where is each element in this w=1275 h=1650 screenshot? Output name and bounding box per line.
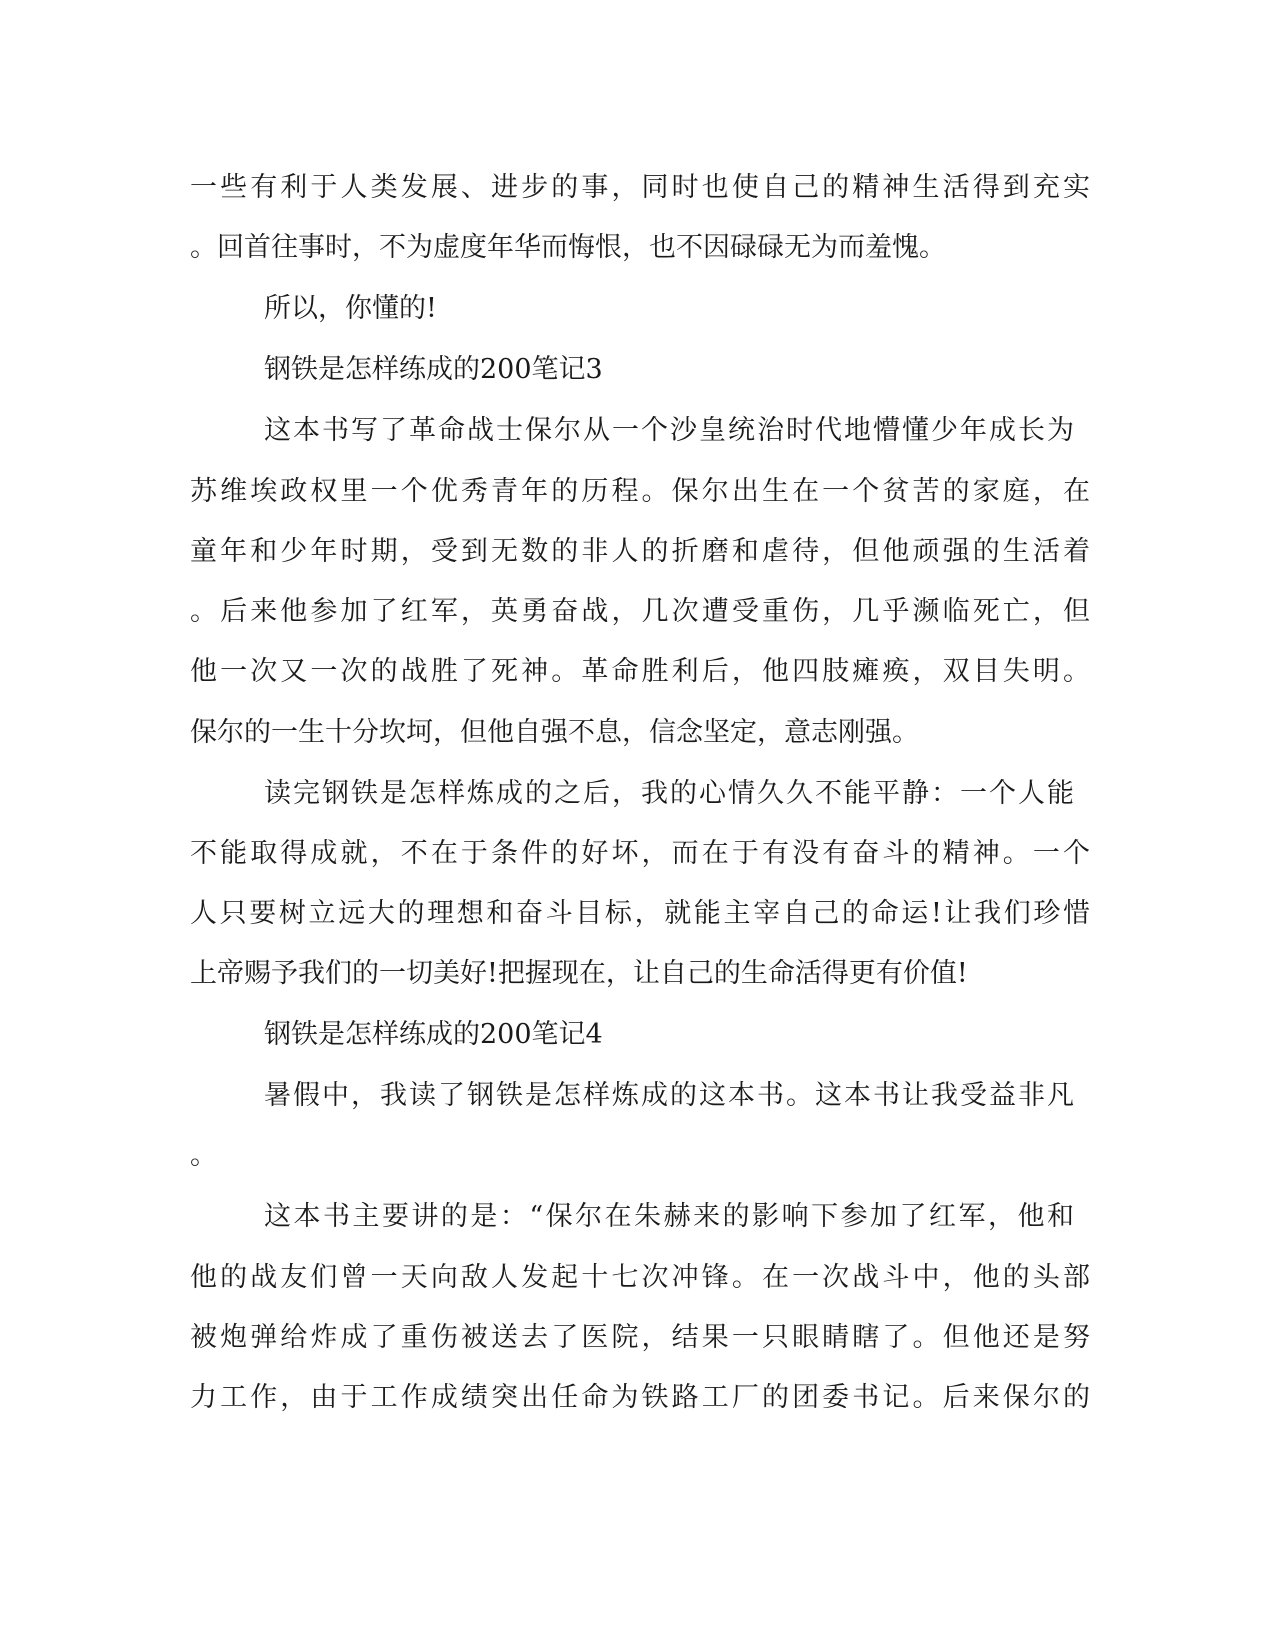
text-line: 所以，你懂的! — [264, 293, 437, 324]
text-line: 这本书写了革命战士保尔从一个沙皇统治时代地懵懂少年成长为 — [264, 415, 1074, 446]
text-line: 这本书主要讲的是：“保尔在朱赫来的影响下参加了红军，他和 — [264, 1201, 1074, 1232]
text-line: 他的战友们曾一天向敌人发起十七次冲锋。在一次战斗中，他的头部 — [190, 1262, 1090, 1293]
text-line: 苏维埃政权里一个优秀青年的历程。保尔出生在一个贫苦的家庭，在 — [190, 476, 1090, 507]
text-line: 上帝赐予我们的一切美好!把握现在，让自己的生命活得更有价值! — [190, 958, 968, 989]
text-line: 保尔的一生十分坎坷，但他自强不息，信念坚定，意志刚强。 — [190, 717, 919, 748]
section-heading: 钢铁是怎样练成的200笔记4 — [264, 1019, 603, 1050]
text-line: 暑假中，我读了钢铁是怎样炼成的这本书。这本书让我受益非凡 — [264, 1080, 1074, 1111]
text-line: 读完钢铁是怎样炼成的之后，我的心情久久不能平静：一个人能 — [264, 778, 1074, 809]
text-line: 他一次又一次的战胜了死神。革命胜利后，他四肢瘫痪，双目失明。 — [190, 656, 1090, 687]
text-line: 被炮弹给炸成了重伤被送去了医院，结果一只眼睛瞎了。但他还是努 — [190, 1322, 1090, 1353]
text-line: 。回首往事时，不为虚度年华而悔恨，也不因碌碌无为而羞愧。 — [190, 232, 946, 263]
text-line: 。 — [190, 1140, 217, 1171]
text-line: 。后来他参加了红军，英勇奋战，几次遭受重伤，几乎濒临死亡，但 — [190, 596, 1090, 627]
text-line: 力工作，由于工作成绩突出任命为铁路工厂的团委书记。后来保尔的 — [190, 1382, 1090, 1413]
section-heading: 钢铁是怎样练成的200笔记3 — [264, 354, 603, 385]
text-line: 不能取得成就，不在于条件的好坏，而在于有没有奋斗的精神。一个 — [190, 838, 1090, 869]
text-line: 童年和少年时期，受到无数的非人的折磨和虐待，但他顽强的生活着 — [190, 536, 1090, 567]
text-line: 人只要树立远大的理想和奋斗目标，就能主宰自己的命运!让我们珍惜 — [190, 898, 1090, 929]
text-line: 一些有利于人类发展、进步的事，同时也使自己的精神生活得到充实 — [190, 172, 1090, 203]
